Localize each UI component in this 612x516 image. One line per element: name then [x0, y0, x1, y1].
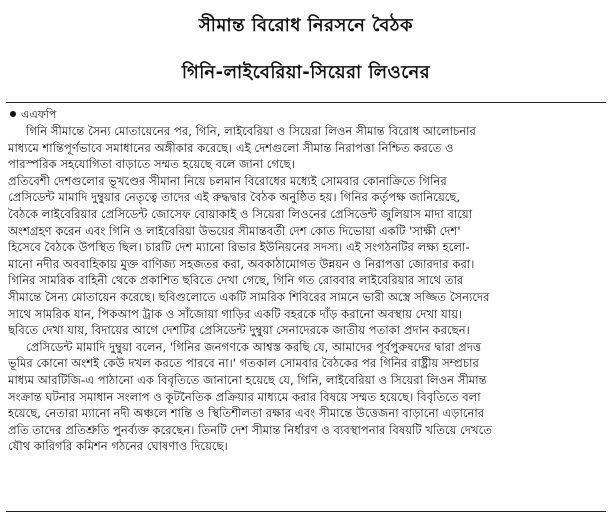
article-line: পারস্পরিক সহযোগিতা বাড়াতে সম্মত হয়েছে বলে জানা গেছে।	[8, 157, 295, 172]
article-line: মানো নদীর অববাহিকায় মুক্ত বাণিজ্য সহজতর করা, অবকাঠামোগত উন্নয়ন ও নিরাপত্তা জোরদার করা।	[8, 256, 475, 271]
dateline	[10, 107, 56, 122]
article-line: প্রতি তাদের প্রতিশ্রুতি পুনর্ব্যক্ত করেছেন। তিনটি দেশ সীমান্ত নির্ধারণ ও ব্যবস্থাপনার বিষয়টি খতিয়ে দেখতে	[8, 422, 492, 437]
article-line: সাথে সামরিক যান, পিকআপ ট্রাক ও সাঁজোয়া গাড়ির একটি বহরকে দাঁড় করানো অবস্থায় দেখা যায়।	[8, 306, 463, 321]
headline	[0, 2, 612, 96]
article-line: সীমান্তে সৈন্য মোতায়েন করেছে। ছবিগুলোতে একটি সামরিক শিবিরের সামনে ভারী অস্ত্রে সজ্জিত সৈন্যদের	[8, 289, 490, 304]
article-line: যৌথ কারিগরি কমিশন গঠনের ঘোষণাও দিয়েছে।	[8, 439, 228, 454]
article-line: বৈঠকে লাইবেরিয়ার প্রেসিডেন্ট জোসেফ বোয়াকাই ও সিয়েরা লিওনের প্রেসিডেন্ট জুলিয়াস মাদা বায়ো	[8, 206, 473, 221]
article-body	[8, 123, 604, 455]
article-line: অংশগ্রহণ করেন এবং গিনি ও লাইবেরিয়া উভয়ের সীমান্তবর্তী দেশ কোত দিভোয়া একটি 'সাক্ষী দেশ'	[8, 223, 461, 238]
article-line: মাধ্যম আরটিজি-এ পাঠানো এক বিবৃতিতে জানানো হয়েছে যে, গিনি, লাইবেরিয়া ও সিয়েরা লিওন সীমান্ত	[8, 372, 487, 387]
article-line: গিনির সামরিক বাহিনী থেকে প্রকাশিত ছবিতে দেখা গেছে, গিনি গত রোববার লাইবেরিয়ার সাথে তার	[8, 273, 464, 288]
article-line: গিনি সীমান্তে সৈন্য মোতায়েনের পর, গিনি, লাইবেরিয়া ও সিয়েরা লিওন সীমান্ত বিরোধ আলোচনার	[26, 124, 476, 138]
headline-line-2: গিনি-লাইবেরিয়া-সিয়েরা লিওনের	[181, 62, 431, 83]
article-line: প্রেসিডেন্ট মামাদি দুম্বুয়া বলেন, 'গিনির জনগণকে আশ্বস্ত করছি যে, আমাদের পূর্বপুরুষদের দ্বারা প্রদত্ত	[26, 339, 482, 354]
top-divider	[6, 102, 606, 103]
article-line: ভূমির কোনো অংশই কেউ দখল করতে পারবে না।' গতকাল সোমবার বৈঠকের পর গিনির রাষ্ট্রীয় সম্প্রচার	[8, 356, 479, 371]
article-line: মাধ্যমে শান্তিপূর্ণভাবে সমাধানের অঙ্গীকার করেছে। এই দেশগুলো সীমান্ত নিরাপত্তা নিশ্চিত করতে ও	[8, 140, 454, 155]
dateline-source: এএফপি	[21, 108, 57, 121]
bullet-icon	[10, 111, 16, 117]
article-line: হিসেবে বৈঠকে উপস্থিত ছিল। চারটি দেশ ম্যানো রিভার ইউনিয়নের সদস্য। এই সংগঠনটির লক্ষ্য হলো-	[8, 240, 470, 255]
article-line: ছবিতে দেখা যায়, বিদায়ের আগে দেশটির প্রেসিডেন্ট দুম্বুয়া সেনাদেরকে জাতীয় পতাকা প্রদান করছেন।	[8, 323, 470, 338]
article-line: সংক্রান্ত ঘটনার সমাধান সংলাপ ও কূটনৈতিক প্রক্রিয়ার মাধ্যমে করার বিষয়ে সম্মত হয়েছে। বিবৃতিতে বলা	[8, 389, 481, 404]
bottom-divider	[6, 511, 606, 512]
article-line: হয়েছে, নেতারা ম্যানো নদী অঞ্চলে শান্তি ও স্থিতিশীলতা রক্ষার এবং সীমান্তে উত্তেজনা বাড়ানো এড়ানোর	[8, 406, 485, 421]
article-line: প্রতিবেশী দেশগুলোর ভূখণ্ডের সীমানা নিয়ে চলমান বিরোধের মধ্যেই সোমবার কোনাক্রিতে গিনির	[8, 173, 447, 188]
article-line: প্রেসিডেন্ট মামাদি দুম্বুয়ার নেতৃত্বে তাদের এই রুদ্ধদ্বার বৈঠক অনুষ্ঠিত হয়। গিনির কর্তৃপক্ষ জানিয়েছে,	[8, 190, 461, 205]
headline-line-1: সীমান্ত বিরোধ নিরসনে বৈঠক	[198, 15, 414, 36]
